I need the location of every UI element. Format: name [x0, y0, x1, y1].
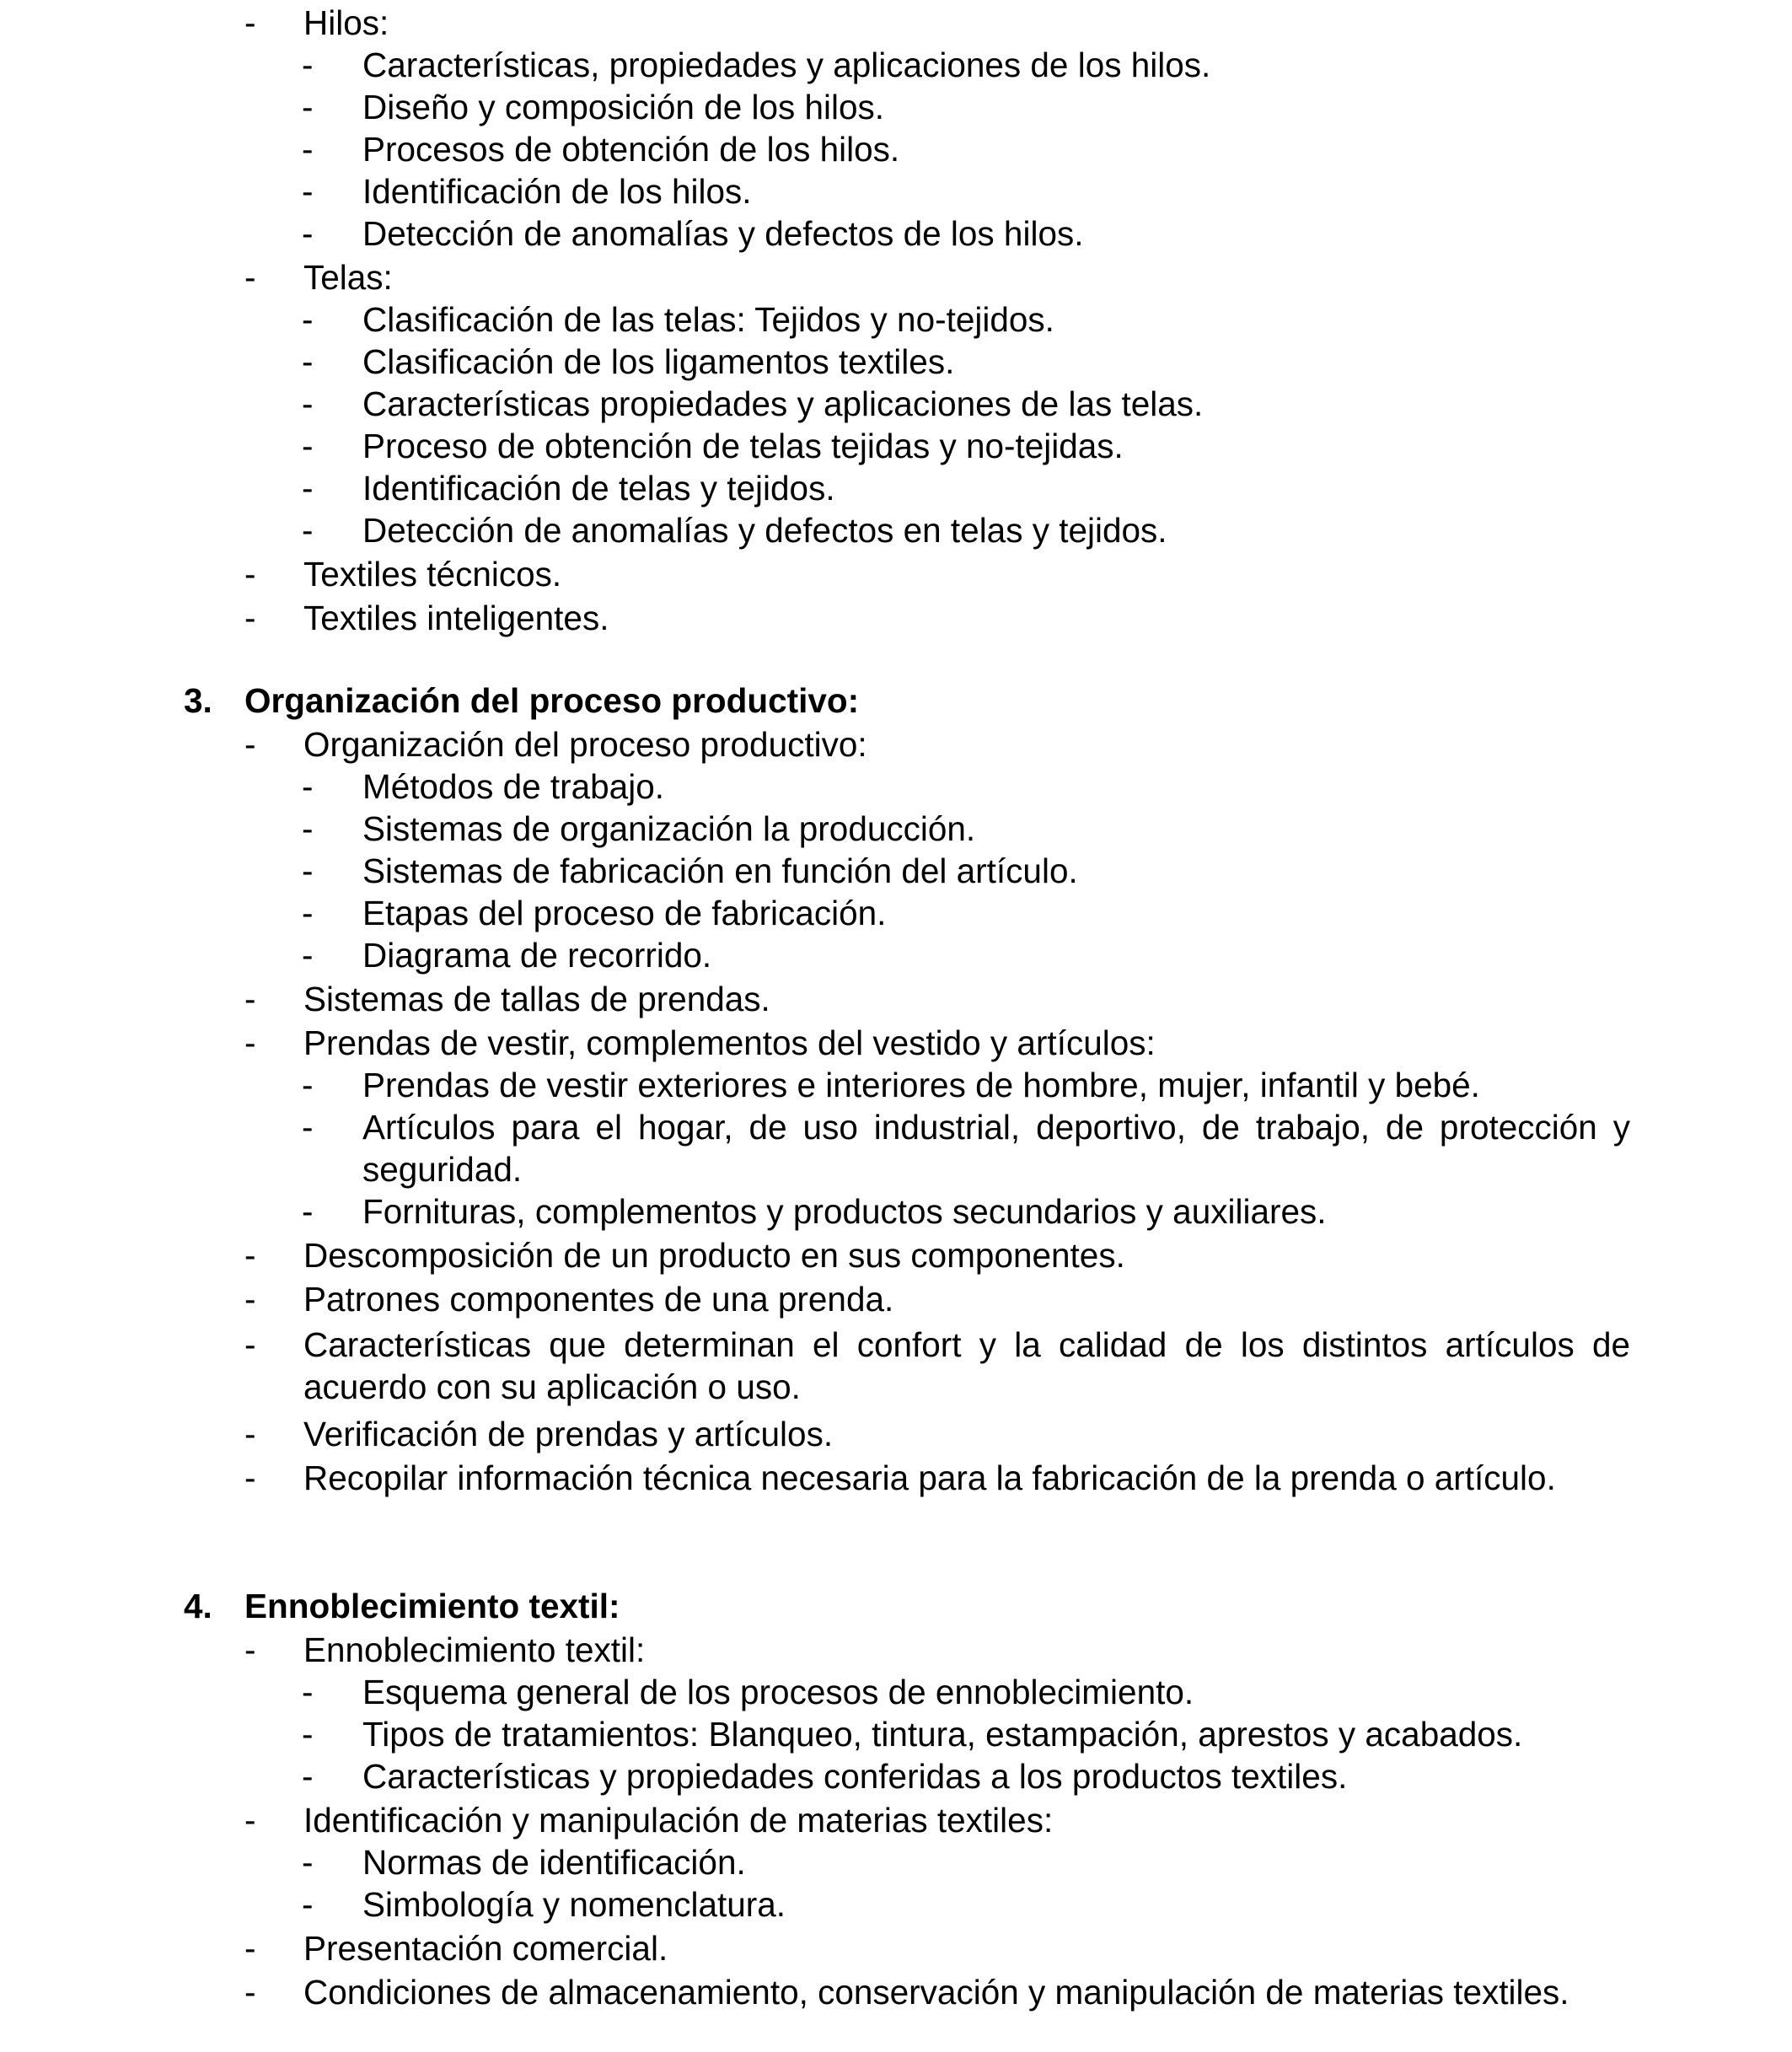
list-bullet: - — [302, 214, 314, 253]
list-bullet: - — [244, 599, 256, 637]
section-heading: Organización del proceso productivo: — [244, 681, 860, 720]
sub-list-item: Diagrama de recorrido. — [362, 936, 712, 975]
sub-list-item: Etapas del proceso de fabricación. — [362, 894, 887, 932]
list-bullet: - — [302, 130, 314, 169]
sub-list-item: Prendas de vestir exteriores e interiores de hombre, mujer, infantil y bebé. — [362, 1066, 1480, 1104]
list-item: Textiles inteligentes. — [303, 599, 609, 637]
list-bullet: - — [302, 809, 314, 848]
list-bullet: - — [244, 1280, 256, 1319]
sub-list-item: Características, propiedades y aplicaciones de los hilos. — [362, 46, 1211, 84]
list-item: Descomposición de un producto en sus componentes. — [303, 1236, 1125, 1275]
sub-list-item: Fornituras, complementos y productos secundarios y auxiliares. — [362, 1192, 1327, 1231]
list-bullet: - — [302, 1843, 314, 1882]
list-bullet: - — [302, 1066, 314, 1104]
sub-list-item: Diseño y composición de los hilos. — [362, 88, 885, 126]
list-bullet: - — [244, 1415, 256, 1453]
list-bullet: - — [244, 1973, 256, 2012]
list-bullet: - — [302, 300, 314, 339]
sub-list-item: Normas de identificación. — [362, 1843, 746, 1882]
list-bullet: - — [244, 1801, 256, 1840]
sub-list-item: Esquema general de los procesos de ennoblecimiento. — [362, 1673, 1194, 1711]
list-bullet: - — [244, 1929, 256, 1968]
list-item: Hilos: — [303, 3, 389, 42]
list-bullet: - — [302, 936, 314, 975]
list-item: Patrones componentes de una prenda. — [303, 1280, 894, 1319]
list-bullet: - — [302, 894, 314, 932]
list-bullet: - — [302, 172, 314, 211]
list-bullet: - — [302, 46, 314, 84]
list-bullet: - — [244, 3, 256, 42]
sub-list-item: Características propiedades y aplicaciones de las telas. — [362, 384, 1204, 423]
list-bullet: - — [244, 725, 256, 764]
sub-list-item: Simbología y nomenclatura. — [362, 1885, 786, 1924]
list-bullet: - — [302, 1757, 314, 1796]
sub-list-item: Clasificación de los ligamentos textiles. — [362, 342, 955, 381]
list-bullet: - — [302, 384, 314, 423]
list-item: Características que determinan el confort y la calidad de los distintos artículos de acuerdo con su aplicación o uso. — [303, 1325, 1630, 1406]
sub-list-item: Características y propiedades conferidas a los productos textiles. — [362, 1757, 1348, 1796]
list-bullet: - — [302, 767, 314, 806]
list-bullet: - — [302, 1108, 314, 1147]
list-bullet: - — [302, 342, 314, 381]
list-item: Telas: — [303, 258, 393, 297]
list-item: Recopilar información técnica necesaria para la fabricación de la prenda o artículo. — [303, 1458, 1556, 1497]
sub-list-item: Detección de anomalías y defectos en telas y tejidos. — [362, 511, 1167, 550]
list-item: Verificación de prendas y artículos. — [303, 1415, 834, 1453]
sub-list-item: Sistemas de organización la producción. — [362, 809, 976, 848]
list-item: Organización del proceso productivo: — [303, 725, 867, 764]
list-bullet: - — [244, 980, 256, 1018]
list-bullet: - — [302, 1673, 314, 1711]
list-item: Identificación y manipulación de materias textiles: — [303, 1801, 1054, 1840]
sub-list-item: Detección de anomalías y defectos de los hilos. — [362, 214, 1084, 253]
sub-list-item: Tipos de tratamientos: Blanqueo, tintura, estampación, aprestos y acabados. — [362, 1715, 1523, 1754]
sub-list-item: Sistemas de fabricación en función del artículo. — [362, 851, 1078, 890]
sub-list-item: Identificación de telas y tejidos. — [362, 469, 835, 508]
list-item: Ennoblecimiento textil: — [303, 1630, 646, 1669]
sub-list-item: Artículos para el hogar, de uso industrial, deportivo, de trabajo, de protección y seguridad. — [362, 1108, 1630, 1189]
list-item: Textiles técnicos. — [303, 555, 562, 594]
sub-list-item: Métodos de trabajo. — [362, 767, 664, 806]
list-item: Sistemas de tallas de prendas. — [303, 980, 770, 1018]
list-bullet: - — [244, 1630, 256, 1669]
section-heading: Ennoblecimiento textil: — [244, 1587, 620, 1625]
list-item: Condiciones de almacenamiento, conservación y manipulación de materias textiles. — [303, 1973, 1569, 2012]
list-bullet: - — [244, 1236, 256, 1275]
sub-list-item: Procesos de obtención de los hilos. — [362, 130, 900, 169]
list-bullet: - — [302, 1192, 314, 1231]
list-bullet: - — [302, 88, 314, 126]
sub-list-item: Proceso de obtención de telas tejidas y no-tejidas. — [362, 427, 1124, 465]
sub-list-item: Clasificación de las telas: Tejidos y no-tejidos. — [362, 300, 1054, 339]
list-bullet: - — [244, 1458, 256, 1497]
list-bullet: - — [302, 1885, 314, 1924]
sub-list-item: Identificación de los hilos. — [362, 172, 752, 211]
list-bullet: - — [302, 469, 314, 508]
list-bullet: - — [244, 1023, 256, 1062]
list-item: Prendas de vestir, complementos del vestido y artículos: — [303, 1023, 1156, 1062]
section-number: 4. — [184, 1587, 212, 1625]
section-number: 3. — [184, 681, 212, 720]
list-bullet: - — [244, 258, 256, 297]
list-bullet: - — [302, 851, 314, 890]
list-bullet: - — [244, 555, 256, 594]
list-bullet: - — [244, 1325, 256, 1364]
list-bullet: - — [302, 427, 314, 465]
list-bullet: - — [302, 511, 314, 550]
list-bullet: - — [302, 1715, 314, 1754]
list-item: Presentación comercial. — [303, 1929, 668, 1968]
